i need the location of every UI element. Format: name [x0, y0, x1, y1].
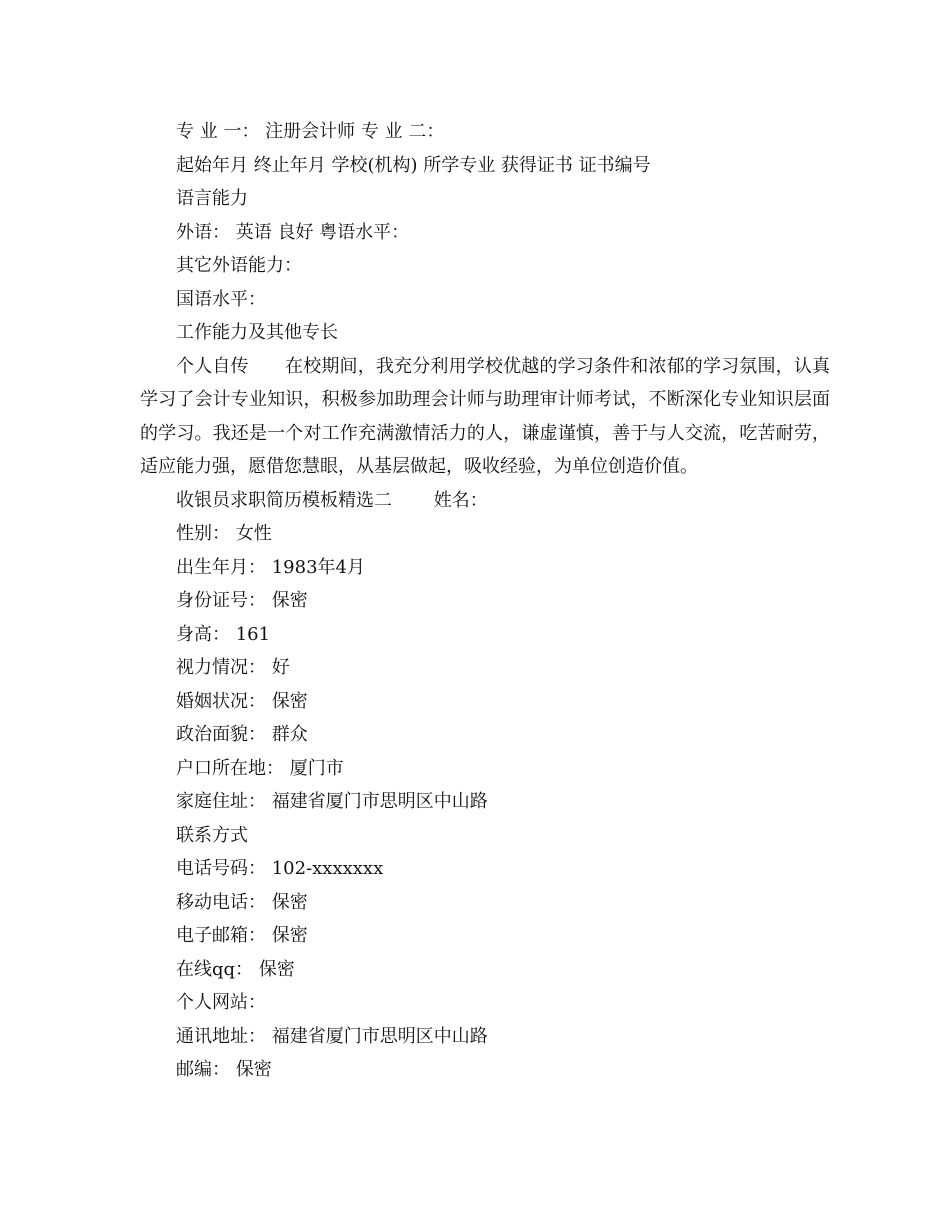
text-line: 专 业 一： 注册会计师 专 业 二： [176, 121, 445, 142]
text-line: 个人网站： [176, 992, 266, 1013]
text-line: 在线qq： 保密 [176, 958, 295, 980]
text-line: 户口所在地： 厦门市 [176, 757, 344, 779]
text-line: 身高： 161 [176, 623, 271, 645]
text-line: 政治面貌： 群众 [176, 724, 308, 745]
text-line: 国语水平： [176, 288, 266, 310]
document-body [140, 115, 830, 1087]
text-line: 视力情况： 好 [176, 657, 290, 678]
self-intro-paragraph: 个人自传 在校期间，我充分利用学校优越的学习条件和浓郁的学习氛围，认真学习了会计专业知识，积极参加助理会计师与助理审计师考试，不断深化专业知识层面的学习。我还是一个对工作充满激情活力的人，谦虚谨慎，善于与人交流，吃苦耐劳，适应能力强，愿借您慧眼，从基层做起，吸收经验，为单位创造价值。 [140, 355, 830, 477]
text-line: 电话号码： 102-xxxxxxx [176, 858, 384, 879]
text-line: 电子邮箱： 保密 [176, 925, 308, 946]
text-line: 通讯地址： 福建省厦门市思明区中山路 [176, 1025, 488, 1047]
text-line: 语言能力 [176, 188, 248, 209]
text-line: 移动电话： 保密 [176, 891, 308, 913]
text-line: 起始年月 终止年月 学校(机构) 所学专业 获得证书 证书编号 [176, 154, 651, 176]
text-line: 身份证号： 保密 [176, 590, 308, 611]
text-line: 性别： 女性 [176, 523, 272, 544]
text-line: 收银员求职简历模板精选二 姓名： [176, 489, 488, 511]
text-line: 联系方式 [176, 824, 248, 846]
text-line: 出生年月： 1983年4月 [176, 556, 365, 578]
text-line: 其它外语能力： [176, 255, 302, 276]
text-line: 邮编： 保密 [176, 1059, 272, 1080]
text-line: 外语： 英语 良好 粤语水平： [176, 221, 410, 243]
text-line: 家庭住址： 福建省厦门市思明区中山路 [176, 791, 488, 812]
text-line: 婚姻状况： 保密 [176, 690, 308, 712]
text-line: 工作能力及其他专长 [176, 322, 338, 343]
